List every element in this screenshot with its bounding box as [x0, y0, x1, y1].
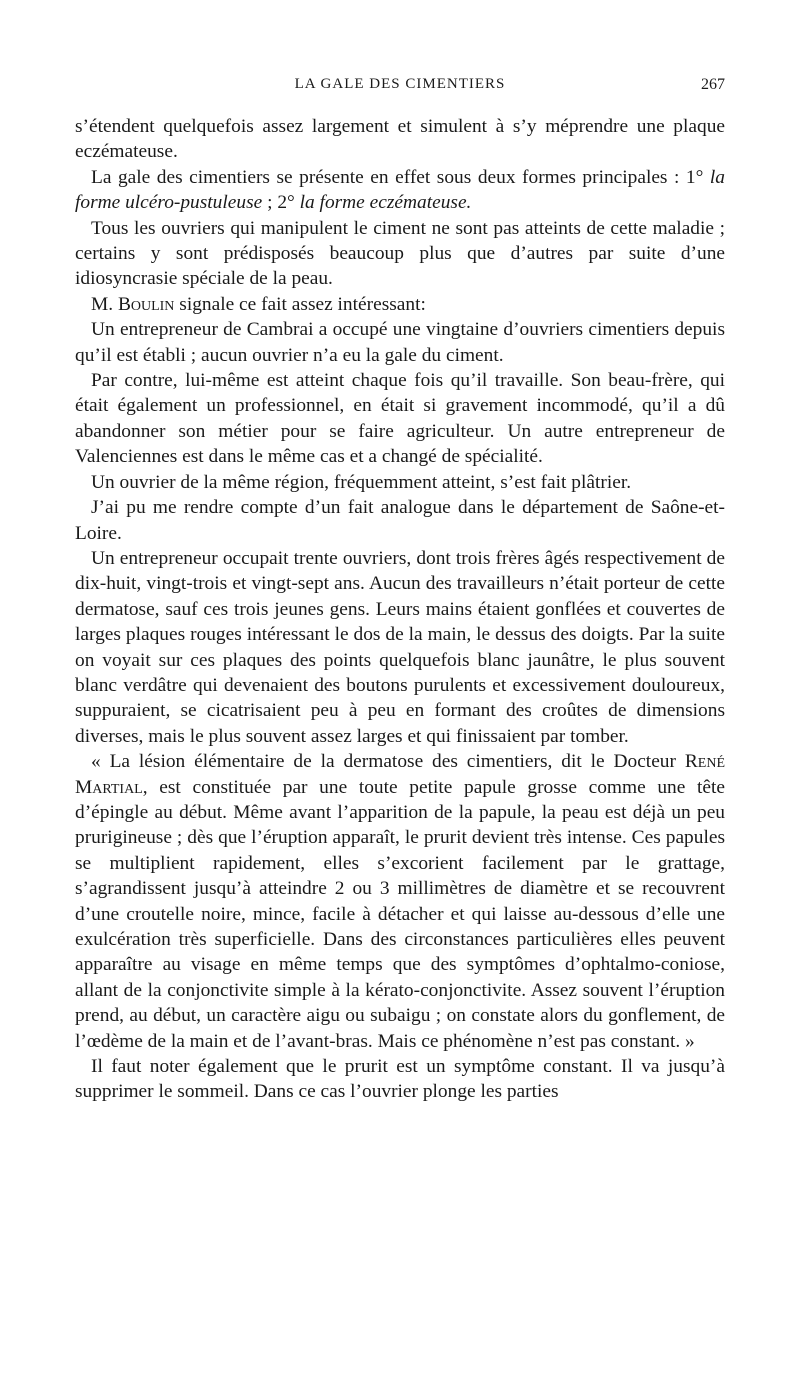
paragraph-4-prefix: M.	[91, 293, 118, 315]
form-eczemateuse: la forme eczémateuse.	[299, 192, 472, 214]
paragraph-3: Tous les ouvriers qui manipulent le ciment ne sont pas atteints de cette maladie ; certains y sont prédisposés beaucoup plus que d’autres par suite d’une idiosyncrasie spéciale de la peau.	[75, 217, 725, 290]
paragraph-4-text: signale ce fait assez intéressant:	[174, 293, 426, 315]
paragraph-11: Il faut noter également que le prurit est un symptôme constant. Il va jusqu’à supprimer le sommeil. Dans ce cas l’ouvrier plonge les parties	[75, 1056, 725, 1103]
page-header	[75, 76, 725, 100]
paragraph-7: Un ouvrier de la même région, fréquemment atteint, s’est fait plâtrier.	[91, 471, 632, 493]
paragraph-6: Par contre, lui-même est atteint chaque fois qu’il travaille. Son beau-frère, qui était également un professionnel, en était si gravement incommodé, qu’il a dû abandonner son métier pour se faire agriculteur. Un autre entrepreneur de Valenciennes est dans le même cas et a changé de spécialité.	[75, 370, 725, 468]
author-name-boulin: Boulin	[117, 293, 175, 315]
paragraph-1: s’étendent quelquefois assez largement et simulent à s’y méprendre une plaque eczémateuse.	[75, 116, 725, 163]
paragraph-5: Un entrepreneur de Cambrai a occupé une vingtaine d’ouvriers cimentiers depuis qu’il est établi ; aucun ouvrier n’a eu la gale du ciment.	[75, 319, 725, 366]
quote-text: , est constituée par une toute petite papule grosse comme une tête d’épingle au début. Même avant l’apparition de la papule, la peau est déjà un peu prurigineuse ; dès que l’éruption apparaît, le prurit devient très intense. Ces papules se multiplient rapidement, elles s’excorient facilement par le grattage, s’agrandissent jusqu’à atteindre 2 ou 3 millimètres de diamètre et se recouvrent d’une croutelle noire, mince, facile à détacher et qui laisse au-dessous d’elle une exulcération très superficielle. Dans des circonstances particulières elles peuvent apparaître au visage en même temps que des symptômes d’ophtalmo-coniose, allant de la conjonctivite simple à la kérato-conjonctivite. Assez souvent l’éruption prend, au début, un caractère aigu ou subaigu ; on constate alors du gonflement, de l’œdème de la main et de l’avant-bras. Mais ce phénomène n’est pas constant. »	[75, 776, 725, 1052]
quote-prefix: « La lésion élémentaire de la dermatose des cimentiers, dit le Docteur	[91, 751, 685, 773]
paragraph-9: Un entrepreneur occupait trente ouvriers, dont trois frères âgés respectivement de dix-huit, vingt-trois et vingt-sept ans. Aucun des travailleurs n’était porteur de cette dermatose, sauf ces trois jeunes gens. Leurs mains étaient gonflées et couvertes de larges plaques rouges intéressant le dos de la main, le dessus des doigts. Par la suite on voyait sur ces plaques des points quelquefois blanc jaunâtre, le plus souvent blanc verdâtre qui devenaient des boutons purulents et excessivement douloureux, suppuraient, se cicatrisaient peu à peu en formant des croûtes de dimensions diverses, mais le plus souvent assez larges et qui finissaient par tomber.	[75, 547, 725, 747]
body-text	[75, 114, 725, 1105]
form-ulcero-pustuleuse: la forme ulcéro-pustuleuse	[75, 166, 725, 214]
author-name-rene-martial: René Martial	[75, 751, 725, 798]
paragraph-2-separator: ; 2°	[262, 192, 300, 214]
page-number: 267	[701, 76, 725, 93]
paragraph-4	[75, 292, 725, 317]
paragraph-10-quote	[75, 749, 725, 1054]
paragraph-2-text: La gale des cimentiers se présente en effet sous deux formes principales : 1°	[91, 166, 710, 188]
running-title: LA GALE DES CIMENTIERS	[294, 76, 506, 92]
paragraph-2	[75, 165, 725, 216]
paragraph-8: J’ai pu me rendre compte d’un fait analogue dans le département de Saône-et-Loire.	[75, 497, 725, 544]
